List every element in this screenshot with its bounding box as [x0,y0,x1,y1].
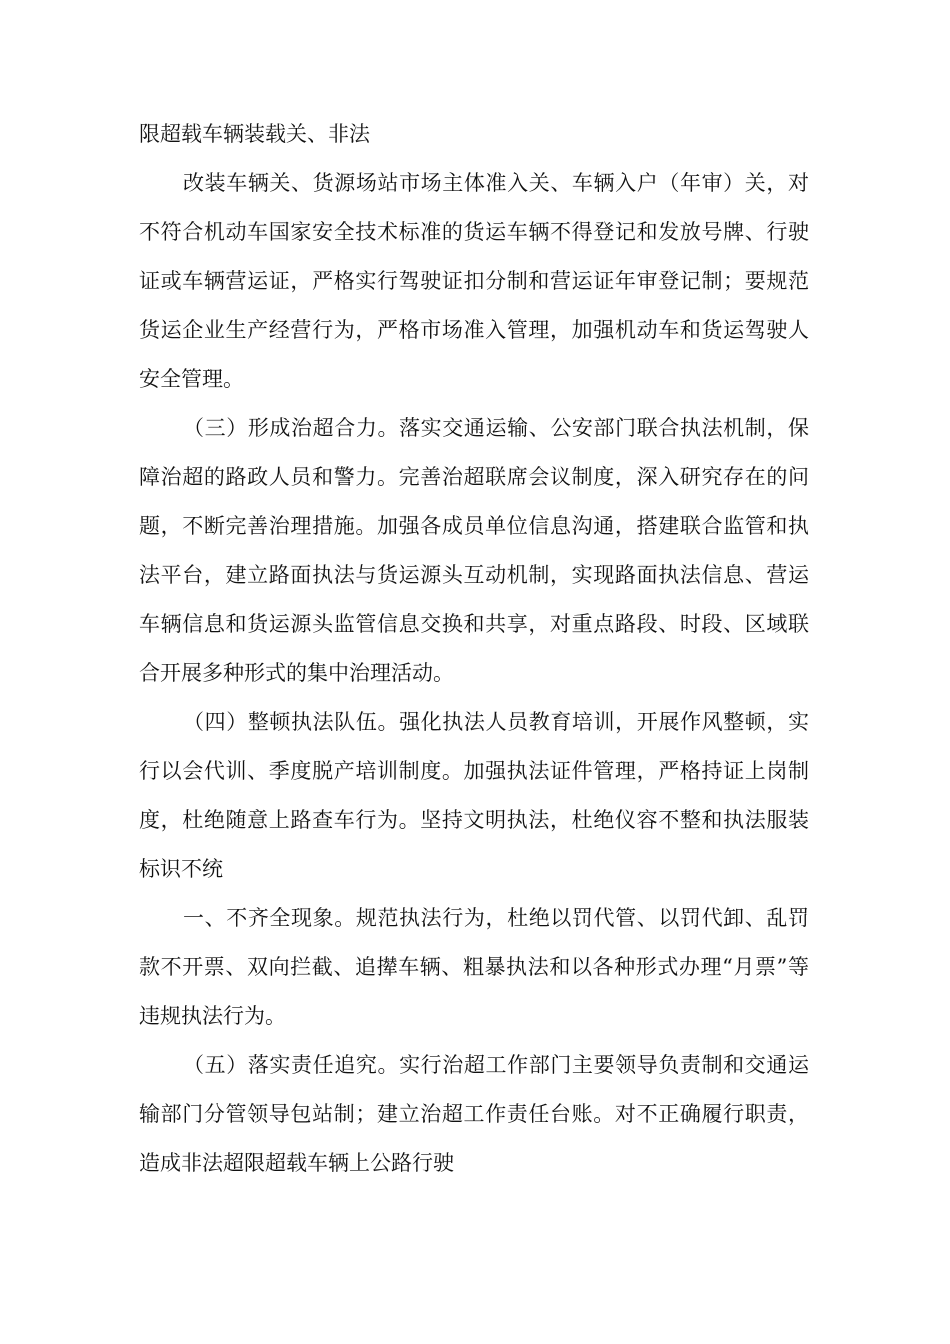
document-body [139,110,809,1188]
paragraph-5: 一、不齐全现象。规范执法行为，杜绝以罚代管、以罚代卸、乱罚款不开票、双向拦截、追撵车辆、粗暴执法和以各种形式办理“月票”等违规执法行为。 [139,906,809,1028]
paragraph-4: （四）整顿执法队伍。强化执法人员教育培训，开展作风整顿，实行以会代训、季度脱产培训制度。加强执法证件管理，严格持证上岗制度，杜绝随意上路查车行为。坚持文明执法，杜绝仪容不整和执法服装标识不统 [139,710,809,881]
paragraph-3: （三）形成治超合力。落实交通运输、公安部门联合执法机制，保障治超的路政人员和警力。完善治超联席会议制度，深入研究存在的问题，不断完善治理措施。加强各成员单位信息沟通，搭建联合监管和执法平台，建立路面执法与货运源头互动机制，实现路面执法信息、营运车辆信息和货运源头监管信息交换和共享，对重点路段、时段、区域联合开展多种形式的集中治理活动。 [139,416,809,685]
paragraph-2: 改装车辆关、货源场站市场主体准入关、车辆入户（年审）关，对不符合机动车国家安全技术标准的货运车辆不得登记和发放号牌、行驶证或车辆营运证，严格实行驾驶证扣分制和营运证年审登记制；要规范货运企业生产经营行为，严格市场准入管理，加强机动车和货运驾驶人安全管理。 [139,171,809,391]
paragraph-1: 限超载车辆装载关、非法 [139,122,370,146]
paragraph-6: （五）落实责任追究。实行治超工作部门主要领导负责制和交通运输部门分管领导包站制；建立治超工作责任台账。对不正确履行职责，造成非法超限超载车辆上公路行驶 [139,1053,809,1175]
